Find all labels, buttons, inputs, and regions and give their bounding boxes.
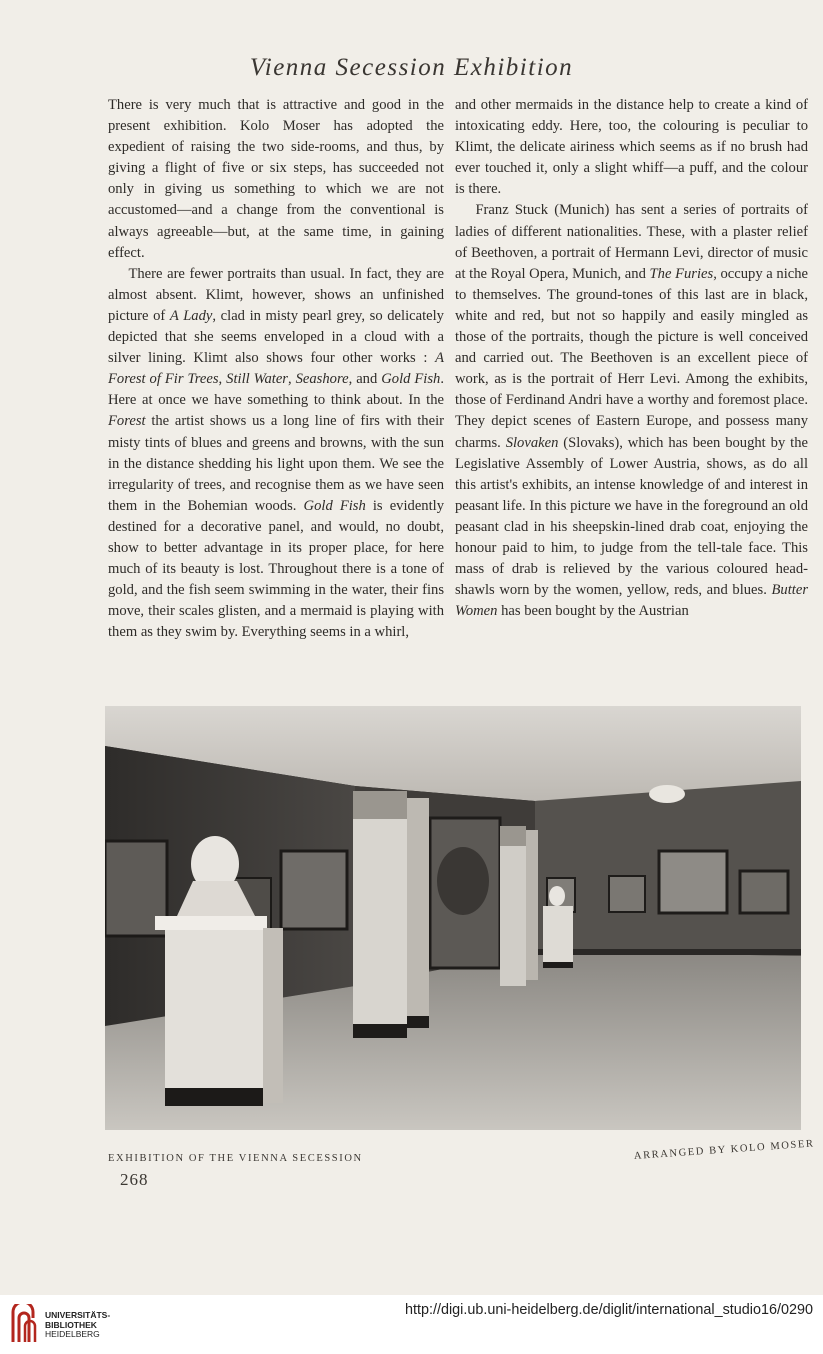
italic-title: A Lady — [169, 307, 213, 324]
gallery-interior-illustration — [105, 706, 801, 1130]
right-text-column — [455, 95, 808, 622]
text-run: , occupy a niche to themselves. The ground-tones of this last are in black, white and red, but not so happily and easily mingled as those of the portraits, though the picture is well conceived and carried out. The Beethoven is an excellent piece of work, as is the portrait of Herr Levi. Among the exhibits, those of Ferdinand Andri have a worthy and foremost place. They depict scenes of Eastern Europe, and possess many charms. — [455, 265, 809, 451]
text-run: , clad in misty pearl grey, so delicately depicted that she seems enveloped in a cloud with a silver lining. Klimt also shows four other works : — [108, 307, 444, 367]
text-run: Franz Stuck (Munich) has sent a series of portraits of ladies of different nationalities. These, with a plaster relief of Beethoven, a portrait of Hermann Levi, director of music at the Royal Opera, Munich, and — [455, 202, 808, 282]
text-run: is evidently destined for a decorative panel, and would, no doubt, show to better advantage in its proper place, for here much of its beauty is lost. Throughout there is a tone of gold, and the fish seem swimming in the water, their fins move, their scales glisten, and a mermaid is playing with them as they swim by. Everything seems in a whirl, — [108, 497, 444, 641]
paragraph — [455, 95, 808, 200]
paragraph — [108, 95, 444, 264]
italic-title: The Furies — [649, 265, 714, 282]
text-run: . Here at once we have something to think about. In the — [108, 371, 444, 409]
italic-title: Forest — [108, 413, 146, 430]
library-name-line: UNIVERSITÄTS- — [45, 1310, 111, 1320]
library-logo-icon — [9, 1304, 39, 1344]
text-run: , — [287, 371, 296, 388]
text-run: the artist shows us a long line of firs with their misty tints of blues and greens and browns, with the sun in the distance shedding his light upon them. We see the irregularity of trees, and recognise them as we have seen them in the Bohemian woods. — [108, 413, 444, 514]
italic-title: Gold Fish — [303, 497, 366, 514]
paragraph — [455, 200, 808, 622]
italic-title: Seashore — [295, 371, 349, 388]
library-name-line: HEIDELBERG — [45, 1329, 100, 1339]
library-name-line: BIBLIOTHEK — [45, 1319, 97, 1330]
library-name — [45, 1311, 110, 1340]
italic-title: Slovaken — [505, 434, 559, 451]
running-head: Vienna Secession Exhibition — [249, 54, 574, 81]
page-number: 268 — [120, 1170, 149, 1189]
photo-caption: EXHIBITION OF THE VIENNA SECESSION — [108, 1153, 363, 1164]
source-url-link[interactable]: http://digi.ub.uni-heidelberg.de/diglit/international_studio16/0290 — [404, 1302, 813, 1318]
text-run: There are fewer portraits than usual. In fact, they are almost absent. Klimt, however, shows an unfinished picture of — [108, 265, 444, 324]
text-run: , — [218, 371, 227, 388]
text-run: (Slovaks), which has been bought by the Legislative Assembly of Lower Austria, shows, as do all this artist's exhibits, an intense knowledge of and interest in peasant life. In this picture we have in the foreground an old peasant clad in his sheepskin-lined drab coat, enjoying the honour paid to him, to judge from the tell-tale face. This mass of drab is relieved by the various coloured head-shawls worn by the women, yellow, reds, and blues. — [455, 434, 808, 599]
italic-title: Gold Fish — [381, 371, 441, 388]
italic-title: A Forest of Fir Trees — [108, 350, 444, 388]
exhibition-photograph — [105, 706, 801, 1130]
text-run: has been bought by the Austrian — [497, 603, 689, 620]
paragraph — [108, 264, 444, 644]
text-run: There is very much that is attractive and good in the present exhibition. Kolo Moser has adopted the expedient of raising the two side-rooms, and thus, by giving a flight of five or six steps, has succeeded not only in giving us something to which we are not accustomed—and a change from the conventional is always agreeable—but, at the same time, in gaining effect. — [108, 97, 444, 261]
text-run: , and — [348, 371, 382, 388]
text-run: and other mermaids in the distance help to create a kind of intoxicating eddy. Here, too, the colouring is peculiar to Klimt, the delicate airiness which seems as if no brush had ever touched it, only a slight whiff—a puff, and the colour is there. — [455, 97, 808, 198]
italic-title: Still Water — [226, 371, 288, 388]
left-text-column — [108, 95, 444, 643]
photo-credit: ARRANGED BY KOLO MOSER — [633, 1138, 815, 1162]
italic-title: Butter Women — [455, 582, 808, 620]
